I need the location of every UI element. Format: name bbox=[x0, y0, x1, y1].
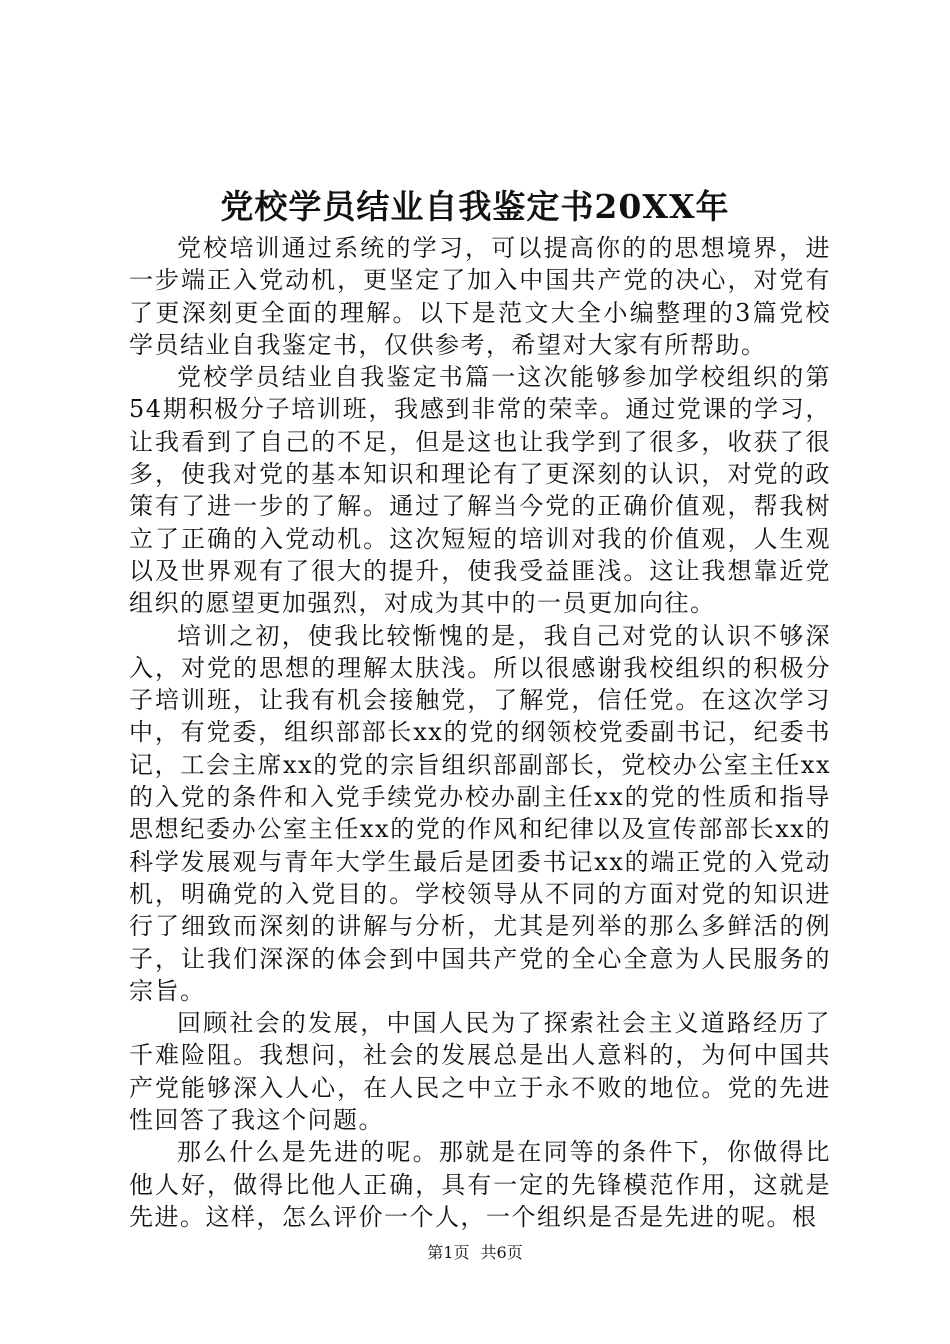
page-number: 第1页 bbox=[427, 1243, 470, 1262]
paragraph: 培训之初，使我比较惭愧的是，我自己对党的认识不够深入，对党的思想的理解太肤浅。所以很感谢我校组织的积极分子培训班，让我有机会接触党，了解党，信任党。在这次学习中，有党委，组织部部长xx的党的纲领校党委副书记，纪委书记，工会主席xx的党的宗旨组织部副部长，党校办公室主任xx的入党的条件和入党手续党办校办副主任xx的党的性质和指导思想纪委办公室主任xx的党的作风和纪律以及宣传部部长xx的科学发展观与青年大学生最后是团委书记xx的端正党的入党动机，明确党的入党目的。学校领导从不同的方面对党的知识进行了细致而深刻的讲解与分析，尤其是列举的那么多鲜活的例子，让我们深深的体会到中国共产党的全心全意为人民服务的宗旨。 bbox=[129, 621, 831, 1005]
page-total: 共6页 bbox=[480, 1243, 523, 1262]
paragraph: 回顾社会的发展，中国人民为了探索社会主义道路经历了千难险阻。我想问，社会的发展总是出人意料的，为何中国共产党能够深入人心，在人民之中立于永不败的地位。党的先进性回答了我这个问题。 bbox=[129, 1009, 831, 1135]
document-body bbox=[129, 232, 831, 1233]
page-footer bbox=[0, 1243, 950, 1263]
document-title: 党校学员结业自我鉴定书20XX年 bbox=[220, 187, 730, 226]
paragraph: 党校培训通过系统的学习，可以提高你的的思想境界，进一步端正入党动机，更坚定了加入中国共产党的决心，对党有了更深刻更全面的理解。以下是范文大全小编整理的3篇党校学员结业自我鉴定书，仅供参考，希望对大家有所帮助。 bbox=[129, 234, 831, 359]
paragraph: 党校学员结业自我鉴定书篇一这次能够参加学校组织的第54期积极分子培训班，我感到非常的荣幸。通过党课的学习，让我看到了自己的不足，但是这也让我学到了很多，收获了很多，使我对党的基本知识和理论有了更深刻的认识，对党的政策有了进一步的了解。通过了解当今党的正确价值观，帮我树立了正确的入党动机。这次短短的培训对我的价值观，人生观以及世界观有了很大的提升，使我受益匪浅。这让我想靠近党组织的愿望更加强烈，对成为其中的一员更加向往。 bbox=[129, 363, 831, 618]
paragraph: 那么什么是先进的呢。那就是在同等的条件下，你做得比他人好，做得比他人正确，具有一定的先锋模范作用，这就是先进。这样，怎么评价一个人，一个组织是否是先进的呢。根 bbox=[129, 1138, 831, 1231]
